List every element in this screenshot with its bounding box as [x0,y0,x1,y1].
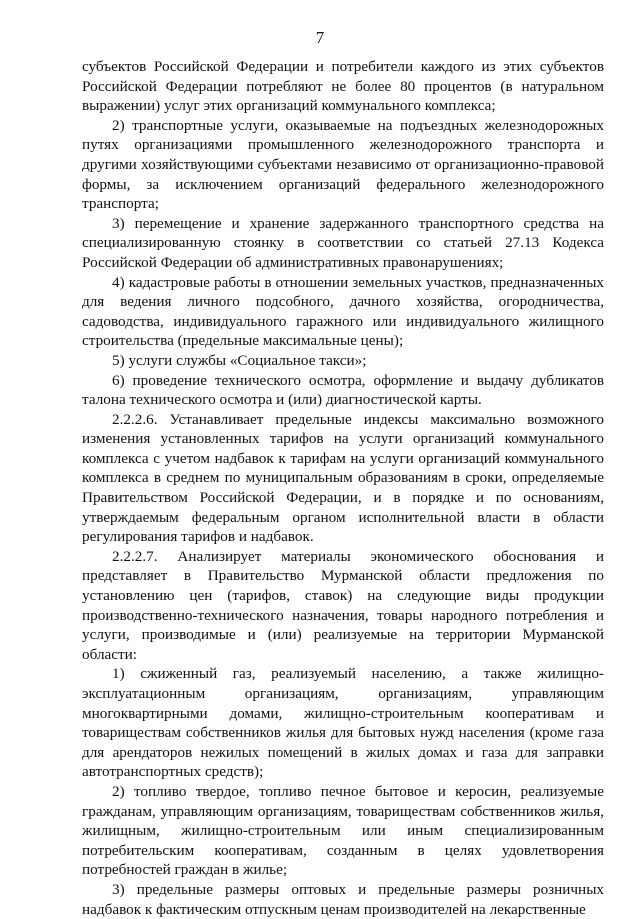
paragraph-item-1-liquefied-gas: 1) сжиженный газ, реализуемый населению, а также жилищно-эксплуатационным организациям, организациям, управляющим многоквартирными домами, жилищно-строительным кооперативам и товариществам собственников жилья для бытовых нужд населения (кроме газа для арендаторов нежилых помещений в жилых домах и газа для заправки автотранспортных средств); [82,665,604,781]
paragraph-section-2-2-2-6: 2.2.2.6. Устанавливает предельные индексы максимально возможного изменения установленных тарифов на услуги организаций коммунального комплекса с учетом надбавок к тарифам на услуги организаций коммунального комплекса в среднем по муниципальным образованиям в сроки, определяемые Правительством Российской Федерации, и в порядке и по основаниям, утверждаемым федеральным органом исполнительной власти в области регулирования тарифов и надбавок. [82,410,604,546]
paragraph-item-2-solid-fuel: 2) топливо твердое, топливо печное бытовое и керосин, реализуемые гражданам, управляющим организациям, товариществам собственников жилья, жилищным, жилищно-строительным или иным специализированным потребительским кооперативам, созданным в целях удовлетворения потребностей граждан в жилье; [82,782,604,879]
paragraph-item-2-transport: 2) транспортные услуги, оказываемые на подъездных железнодорожных путях организациями промышленного железнодорожного транспорта и другими хозяйствующими субъектами независимо от организационно-правовой формы, за исключением организаций федерального железнодорожного транспорта; [82,116,604,213]
document-body [82,57,604,919]
paragraph-item-6-technical-inspection: 6) проведение технического осмотра, оформление и выдачу дубликатов талона технического осмотра и (или) диагностической карты. [82,371,604,409]
paragraph-item-3-markups: 3) предельные размеры оптовых и предельные размеры розничных надбавок к фактическим отпускным ценам производителей на лекарственные [82,880,604,918]
page-number: 7 [315,28,325,47]
paragraph-item-4-cadastral: 4) кадастровые работы в отношении земельных участков, предназначенных для ведения личного подсобного, дачного хозяйства, огородничества, садоводства, индивидуального гаражного или индивидуального жилищного строительства (предельные максимальные цены); [82,273,604,350]
paragraph-section-2-2-2-7: 2.2.2.7. Анализирует материалы экономического обоснования и представляет в Правительство Мурманской области предложения по установлению цен (тарифов, ставок) на следующие виды продукции производственно-технического назначения, товары народного потребления и услуги, производимые и (или) реализуемые на территории Мурманской области: [82,547,604,663]
paragraph-continuation: субъектов Российской Федерации и потребители каждого из этих субъектов Российской Федерации потребляют не более 80 процентов (в натуральном выражении) услуг этих организаций коммунального комплекса; [82,58,604,115]
paragraph-item-3-vehicle-storage: 3) перемещение и хранение задержанного транспортного средства на специализированную стоянку в соответствии со статьей 27.13 Кодекса Российской Федерации об административных правонарушениях; [82,214,604,271]
paragraph-item-5-social-taxi: 5) услуги службы «Социальное такси»; [112,351,367,369]
